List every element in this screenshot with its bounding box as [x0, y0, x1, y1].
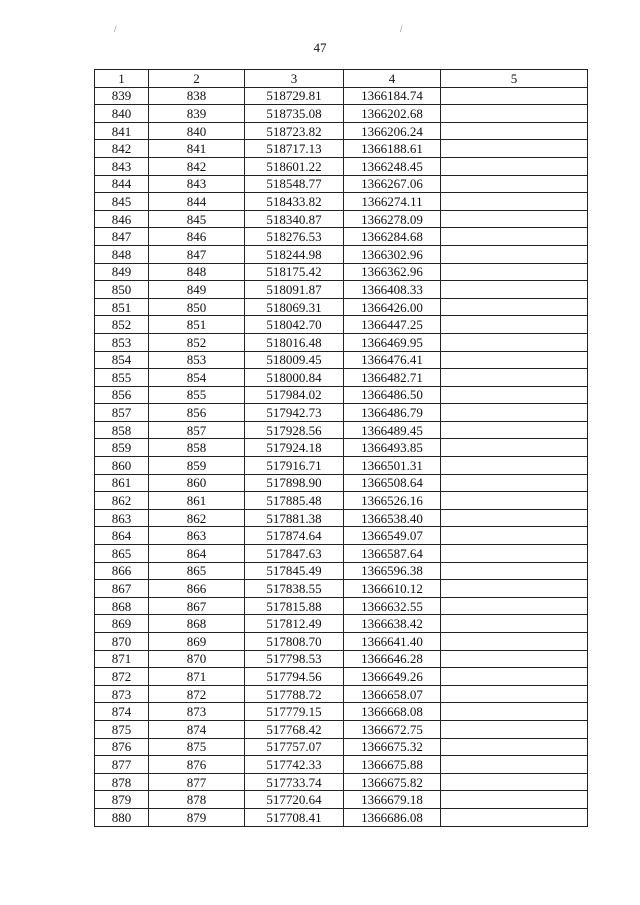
note-cell	[441, 650, 588, 668]
note-cell	[441, 87, 588, 105]
x-coordinate-cell: 517942.73	[245, 404, 344, 422]
table-row	[95, 421, 588, 439]
y-coordinate-cell: 1366596.38	[344, 562, 441, 580]
table-row	[95, 333, 588, 351]
table-row	[95, 791, 588, 809]
y-coordinate-cell: 1366638.42	[344, 615, 441, 633]
y-coordinate-cell: 1366587.64	[344, 545, 441, 563]
table-row	[95, 298, 588, 316]
note-cell	[441, 509, 588, 527]
note-cell	[441, 210, 588, 228]
table-row	[95, 457, 588, 475]
y-coordinate-cell: 1366610.12	[344, 580, 441, 598]
x-coordinate-cell: 518433.82	[245, 193, 344, 211]
y-coordinate-cell: 1366658.07	[344, 685, 441, 703]
x-coordinate-cell: 517788.72	[245, 685, 344, 703]
note-cell	[441, 615, 588, 633]
prev-point-cell: 855	[149, 386, 245, 404]
y-coordinate-cell: 1366486.79	[344, 404, 441, 422]
x-coordinate-cell: 517808.70	[245, 633, 344, 651]
x-coordinate-cell: 517757.07	[245, 738, 344, 756]
point-number-cell: 874	[95, 703, 149, 721]
table-row	[95, 808, 588, 826]
prev-point-cell: 864	[149, 545, 245, 563]
point-number-cell: 862	[95, 492, 149, 510]
x-coordinate-cell: 517733.74	[245, 773, 344, 791]
point-number-cell: 846	[95, 210, 149, 228]
point-number-cell: 869	[95, 615, 149, 633]
x-coordinate-cell: 517708.41	[245, 808, 344, 826]
table-row	[95, 175, 588, 193]
prev-point-cell: 841	[149, 140, 245, 158]
note-cell	[441, 228, 588, 246]
y-coordinate-cell: 1366526.16	[344, 492, 441, 510]
y-coordinate-cell: 1366426.00	[344, 298, 441, 316]
table-row	[95, 281, 588, 299]
y-coordinate-cell: 1366362.96	[344, 263, 441, 281]
y-coordinate-cell: 1366632.55	[344, 597, 441, 615]
point-number-cell: 873	[95, 685, 149, 703]
note-cell	[441, 140, 588, 158]
y-coordinate-cell: 1366679.18	[344, 791, 441, 809]
note-cell	[441, 316, 588, 334]
table-row	[95, 685, 588, 703]
table-row	[95, 650, 588, 668]
x-coordinate-cell: 517768.42	[245, 720, 344, 738]
prev-point-cell: 847	[149, 245, 245, 263]
y-coordinate-cell: 1366278.09	[344, 210, 441, 228]
point-number-cell: 852	[95, 316, 149, 334]
y-coordinate-cell: 1366206.24	[344, 122, 441, 140]
x-coordinate-cell: 518009.45	[245, 351, 344, 369]
table-row	[95, 316, 588, 334]
table-row	[95, 263, 588, 281]
column-header-3: 3	[245, 70, 344, 88]
point-number-cell: 839	[95, 87, 149, 105]
note-cell	[441, 369, 588, 387]
note-cell	[441, 457, 588, 475]
table-row	[95, 492, 588, 510]
y-coordinate-cell: 1366274.11	[344, 193, 441, 211]
prev-point-cell: 845	[149, 210, 245, 228]
note-cell	[441, 580, 588, 598]
note-cell	[441, 545, 588, 563]
x-coordinate-cell: 518016.48	[245, 333, 344, 351]
table-row	[95, 562, 588, 580]
x-coordinate-cell: 517847.63	[245, 545, 344, 563]
scan-mark-left: /	[114, 24, 117, 34]
note-cell	[441, 263, 588, 281]
y-coordinate-cell: 1366302.96	[344, 245, 441, 263]
y-coordinate-cell: 1366646.28	[344, 650, 441, 668]
prev-point-cell: 866	[149, 580, 245, 598]
prev-point-cell: 873	[149, 703, 245, 721]
note-cell	[441, 808, 588, 826]
table-row	[95, 527, 588, 545]
note-cell	[441, 105, 588, 123]
note-cell	[441, 791, 588, 809]
prev-point-cell: 840	[149, 122, 245, 140]
x-coordinate-cell: 518723.82	[245, 122, 344, 140]
point-number-cell: 855	[95, 369, 149, 387]
column-header-2: 2	[149, 70, 245, 88]
point-number-cell: 866	[95, 562, 149, 580]
x-coordinate-cell: 517885.48	[245, 492, 344, 510]
table-row	[95, 633, 588, 651]
table-header	[95, 70, 588, 88]
point-number-cell: 843	[95, 157, 149, 175]
table-row	[95, 140, 588, 158]
y-coordinate-cell: 1366486.50	[344, 386, 441, 404]
prev-point-cell: 876	[149, 756, 245, 774]
prev-point-cell: 850	[149, 298, 245, 316]
table-row	[95, 756, 588, 774]
table-row	[95, 105, 588, 123]
y-coordinate-cell: 1366248.45	[344, 157, 441, 175]
point-number-cell: 878	[95, 773, 149, 791]
prev-point-cell: 870	[149, 650, 245, 668]
point-number-cell: 854	[95, 351, 149, 369]
point-number-cell: 879	[95, 791, 149, 809]
prev-point-cell: 858	[149, 439, 245, 457]
prev-point-cell: 846	[149, 228, 245, 246]
x-coordinate-cell: 518276.53	[245, 228, 344, 246]
point-number-cell: 872	[95, 668, 149, 686]
note-cell	[441, 756, 588, 774]
note-cell	[441, 685, 588, 703]
prev-point-cell: 849	[149, 281, 245, 299]
prev-point-cell: 842	[149, 157, 245, 175]
prev-point-cell: 851	[149, 316, 245, 334]
table-row	[95, 439, 588, 457]
prev-point-cell: 863	[149, 527, 245, 545]
prev-point-cell: 859	[149, 457, 245, 475]
point-number-cell: 857	[95, 404, 149, 422]
prev-point-cell: 879	[149, 808, 245, 826]
point-number-cell: 841	[95, 122, 149, 140]
prev-point-cell: 852	[149, 333, 245, 351]
y-coordinate-cell: 1366686.08	[344, 808, 441, 826]
x-coordinate-cell: 518735.08	[245, 105, 344, 123]
table-row	[95, 738, 588, 756]
note-cell	[441, 351, 588, 369]
x-coordinate-cell: 518601.22	[245, 157, 344, 175]
y-coordinate-cell: 1366668.08	[344, 703, 441, 721]
prev-point-cell: 867	[149, 597, 245, 615]
note-cell	[441, 720, 588, 738]
y-coordinate-cell: 1366188.61	[344, 140, 441, 158]
y-coordinate-cell: 1366469.95	[344, 333, 441, 351]
y-coordinate-cell: 1366202.68	[344, 105, 441, 123]
y-coordinate-cell: 1366447.25	[344, 316, 441, 334]
x-coordinate-cell: 517874.64	[245, 527, 344, 545]
y-coordinate-cell: 1366675.88	[344, 756, 441, 774]
table-row	[95, 545, 588, 563]
table-row	[95, 193, 588, 211]
point-number-cell: 868	[95, 597, 149, 615]
prev-point-cell: 856	[149, 404, 245, 422]
x-coordinate-cell: 517794.56	[245, 668, 344, 686]
table-row	[95, 210, 588, 228]
point-number-cell: 842	[95, 140, 149, 158]
point-number-cell: 875	[95, 720, 149, 738]
prev-point-cell: 861	[149, 492, 245, 510]
table-row	[95, 720, 588, 738]
note-cell	[441, 597, 588, 615]
y-coordinate-cell: 1366476.41	[344, 351, 441, 369]
y-coordinate-cell: 1366489.45	[344, 421, 441, 439]
scan-mark-right: /	[400, 24, 403, 34]
note-cell	[441, 404, 588, 422]
table-row	[95, 580, 588, 598]
point-number-cell: 845	[95, 193, 149, 211]
x-coordinate-cell: 518717.13	[245, 140, 344, 158]
table-row	[95, 122, 588, 140]
point-number-cell: 850	[95, 281, 149, 299]
x-coordinate-cell: 517838.55	[245, 580, 344, 598]
x-coordinate-cell: 517924.18	[245, 439, 344, 457]
point-number-cell: 848	[95, 245, 149, 263]
y-coordinate-cell: 1366408.33	[344, 281, 441, 299]
column-header-4: 4	[344, 70, 441, 88]
table-row	[95, 157, 588, 175]
column-header-5: 5	[441, 70, 588, 88]
x-coordinate-cell: 517779.15	[245, 703, 344, 721]
x-coordinate-cell: 517720.64	[245, 791, 344, 809]
prev-point-cell: 878	[149, 791, 245, 809]
y-coordinate-cell: 1366267.06	[344, 175, 441, 193]
point-number-cell: 860	[95, 457, 149, 475]
point-number-cell: 877	[95, 756, 149, 774]
prev-point-cell: 838	[149, 87, 245, 105]
point-number-cell: 865	[95, 545, 149, 563]
table-row	[95, 597, 588, 615]
table-row	[95, 773, 588, 791]
y-coordinate-cell: 1366482.71	[344, 369, 441, 387]
prev-point-cell: 871	[149, 668, 245, 686]
note-cell	[441, 703, 588, 721]
prev-point-cell: 869	[149, 633, 245, 651]
x-coordinate-cell: 518042.70	[245, 316, 344, 334]
y-coordinate-cell: 1366508.64	[344, 474, 441, 492]
prev-point-cell: 844	[149, 193, 245, 211]
x-coordinate-cell: 517742.33	[245, 756, 344, 774]
note-cell	[441, 298, 588, 316]
note-cell	[441, 175, 588, 193]
point-number-cell: 853	[95, 333, 149, 351]
note-cell	[441, 386, 588, 404]
note-cell	[441, 193, 588, 211]
x-coordinate-cell: 518091.87	[245, 281, 344, 299]
x-coordinate-cell: 517984.02	[245, 386, 344, 404]
y-coordinate-cell: 1366649.26	[344, 668, 441, 686]
x-coordinate-cell: 517812.49	[245, 615, 344, 633]
x-coordinate-cell: 518069.31	[245, 298, 344, 316]
y-coordinate-cell: 1366184.74	[344, 87, 441, 105]
note-cell	[441, 333, 588, 351]
x-coordinate-cell: 518175.42	[245, 263, 344, 281]
table-row	[95, 703, 588, 721]
point-number-cell: 864	[95, 527, 149, 545]
table-row	[95, 404, 588, 422]
column-header-1: 1	[95, 70, 149, 88]
point-number-cell: 858	[95, 421, 149, 439]
x-coordinate-cell: 517928.56	[245, 421, 344, 439]
x-coordinate-cell: 518548.77	[245, 175, 344, 193]
prev-point-cell: 877	[149, 773, 245, 791]
table-body	[95, 87, 588, 826]
x-coordinate-cell: 517916.71	[245, 457, 344, 475]
page-number: 47	[313, 40, 327, 55]
x-coordinate-cell: 518340.87	[245, 210, 344, 228]
point-number-cell: 851	[95, 298, 149, 316]
point-number-cell: 844	[95, 175, 149, 193]
note-cell	[441, 738, 588, 756]
coordinates-table	[94, 69, 588, 827]
note-cell	[441, 245, 588, 263]
x-coordinate-cell: 517898.90	[245, 474, 344, 492]
header-row	[95, 70, 588, 88]
prev-point-cell: 860	[149, 474, 245, 492]
prev-point-cell: 854	[149, 369, 245, 387]
table-row	[95, 228, 588, 246]
point-number-cell: 847	[95, 228, 149, 246]
x-coordinate-cell: 518000.84	[245, 369, 344, 387]
prev-point-cell: 875	[149, 738, 245, 756]
point-number-cell: 856	[95, 386, 149, 404]
x-coordinate-cell: 518729.81	[245, 87, 344, 105]
note-cell	[441, 527, 588, 545]
y-coordinate-cell: 1366493.85	[344, 439, 441, 457]
x-coordinate-cell: 517798.53	[245, 650, 344, 668]
point-number-cell: 876	[95, 738, 149, 756]
note-cell	[441, 492, 588, 510]
note-cell	[441, 122, 588, 140]
note-cell	[441, 562, 588, 580]
table-row	[95, 668, 588, 686]
prev-point-cell: 865	[149, 562, 245, 580]
point-number-cell: 880	[95, 808, 149, 826]
point-number-cell: 867	[95, 580, 149, 598]
point-number-cell: 840	[95, 105, 149, 123]
y-coordinate-cell: 1366501.31	[344, 457, 441, 475]
point-number-cell: 863	[95, 509, 149, 527]
prev-point-cell: 868	[149, 615, 245, 633]
table-row	[95, 615, 588, 633]
y-coordinate-cell: 1366549.07	[344, 527, 441, 545]
table-row	[95, 245, 588, 263]
prev-point-cell: 872	[149, 685, 245, 703]
table-row	[95, 351, 588, 369]
note-cell	[441, 281, 588, 299]
table-row	[95, 386, 588, 404]
x-coordinate-cell: 517881.38	[245, 509, 344, 527]
y-coordinate-cell: 1366675.82	[344, 773, 441, 791]
note-cell	[441, 474, 588, 492]
prev-point-cell: 874	[149, 720, 245, 738]
prev-point-cell: 843	[149, 175, 245, 193]
y-coordinate-cell: 1366672.75	[344, 720, 441, 738]
prev-point-cell: 853	[149, 351, 245, 369]
point-number-cell: 870	[95, 633, 149, 651]
x-coordinate-cell: 517845.49	[245, 562, 344, 580]
table-row	[95, 474, 588, 492]
prev-point-cell: 862	[149, 509, 245, 527]
note-cell	[441, 773, 588, 791]
x-coordinate-cell: 517815.88	[245, 597, 344, 615]
prev-point-cell: 848	[149, 263, 245, 281]
note-cell	[441, 439, 588, 457]
note-cell	[441, 421, 588, 439]
note-cell	[441, 668, 588, 686]
point-number-cell: 861	[95, 474, 149, 492]
note-cell	[441, 157, 588, 175]
table-row	[95, 87, 588, 105]
point-number-cell: 849	[95, 263, 149, 281]
x-coordinate-cell: 518244.98	[245, 245, 344, 263]
table-row	[95, 369, 588, 387]
y-coordinate-cell: 1366538.40	[344, 509, 441, 527]
y-coordinate-cell: 1366641.40	[344, 633, 441, 651]
y-coordinate-cell: 1366284.68	[344, 228, 441, 246]
prev-point-cell: 839	[149, 105, 245, 123]
y-coordinate-cell: 1366675.32	[344, 738, 441, 756]
note-cell	[441, 633, 588, 651]
point-number-cell: 859	[95, 439, 149, 457]
prev-point-cell: 857	[149, 421, 245, 439]
point-number-cell: 871	[95, 650, 149, 668]
table-row	[95, 509, 588, 527]
